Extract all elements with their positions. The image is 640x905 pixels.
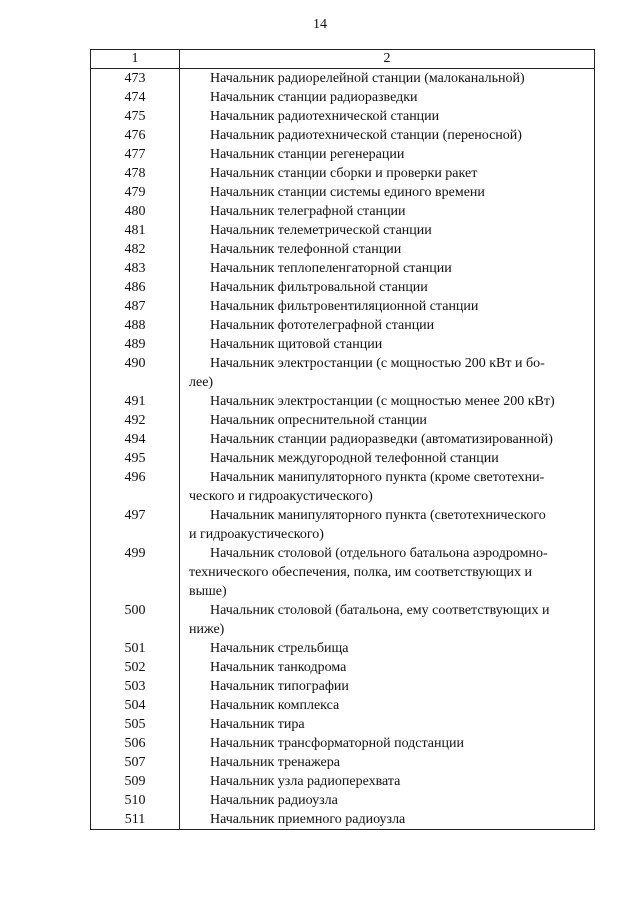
position-title-line: Начальник электростанции (с мощностью 200 кВт и бо- bbox=[210, 356, 545, 371]
position-title-line: Начальник трансформаторной подстанции bbox=[210, 736, 464, 751]
table-row bbox=[91, 183, 595, 202]
row-number: 486 bbox=[91, 278, 180, 297]
position-title-line: Начальник электростанции (с мощностью менее 200 кВт) bbox=[210, 394, 555, 409]
row-number: 500 bbox=[91, 601, 180, 639]
position-title-line: Начальник узла радиоперехвата bbox=[210, 774, 401, 789]
position-title bbox=[180, 411, 595, 430]
position-title bbox=[180, 715, 595, 734]
position-title bbox=[180, 696, 595, 715]
table-row bbox=[91, 411, 595, 430]
page-number: 14 bbox=[313, 17, 327, 32]
table-row bbox=[91, 126, 595, 145]
table-header-row bbox=[91, 50, 595, 69]
table-row bbox=[91, 107, 595, 126]
position-title bbox=[180, 221, 595, 240]
row-number: 479 bbox=[91, 183, 180, 202]
position-title bbox=[180, 240, 595, 259]
position-title bbox=[180, 183, 595, 202]
position-title-line: Начальник станции регенерации bbox=[210, 147, 405, 162]
row-number: 511 bbox=[91, 810, 180, 830]
table-row bbox=[91, 658, 595, 677]
table-row bbox=[91, 639, 595, 658]
table-row bbox=[91, 240, 595, 259]
position-title-line: и гидроакустического) bbox=[189, 527, 324, 542]
table-row bbox=[91, 202, 595, 221]
row-number: 503 bbox=[91, 677, 180, 696]
position-title bbox=[180, 202, 595, 221]
position-title-line: Начальник междугородной телефонной станции bbox=[210, 451, 499, 466]
table-row bbox=[91, 145, 595, 164]
table-row bbox=[91, 259, 595, 278]
row-number: 496 bbox=[91, 468, 180, 506]
header-col-2: 2 bbox=[180, 50, 595, 69]
position-title bbox=[180, 753, 595, 772]
row-number: 502 bbox=[91, 658, 180, 677]
position-title bbox=[180, 772, 595, 791]
position-title bbox=[180, 69, 595, 89]
row-number: 488 bbox=[91, 316, 180, 335]
row-number: 509 bbox=[91, 772, 180, 791]
position-title bbox=[180, 297, 595, 316]
table-row bbox=[91, 88, 595, 107]
table-row bbox=[91, 544, 595, 601]
position-title-line: Начальник станции радиоразведки bbox=[210, 90, 418, 105]
table-row bbox=[91, 278, 595, 297]
position-title-line: Начальник приемного радиоузла bbox=[210, 812, 406, 827]
table-row bbox=[91, 506, 595, 544]
table-body bbox=[91, 69, 595, 830]
row-number: 501 bbox=[91, 639, 180, 658]
positions-table bbox=[90, 49, 595, 830]
position-title-line: Начальник радиорелейной станции (малоканальной) bbox=[210, 71, 525, 86]
row-number: 499 bbox=[91, 544, 180, 601]
row-number: 510 bbox=[91, 791, 180, 810]
table-row bbox=[91, 335, 595, 354]
row-number: 492 bbox=[91, 411, 180, 430]
position-title-line: лее) bbox=[189, 375, 214, 390]
row-number: 478 bbox=[91, 164, 180, 183]
row-number: 477 bbox=[91, 145, 180, 164]
row-number: 483 bbox=[91, 259, 180, 278]
position-title bbox=[180, 259, 595, 278]
position-title-line: Начальник танкодрома bbox=[210, 660, 347, 675]
position-title-line: Начальник столовой (отдельного батальона аэродромно- bbox=[210, 546, 548, 561]
row-number: 475 bbox=[91, 107, 180, 126]
position-title-line: Начальник щитовой станции bbox=[210, 337, 383, 352]
position-title bbox=[180, 468, 595, 506]
row-number: 490 bbox=[91, 354, 180, 392]
position-title-line: Начальник станции радиоразведки (автоматизированной) bbox=[210, 432, 553, 447]
table-row bbox=[91, 601, 595, 639]
table-row bbox=[91, 297, 595, 316]
position-title bbox=[180, 639, 595, 658]
table-row bbox=[91, 734, 595, 753]
position-title bbox=[180, 145, 595, 164]
row-number: 504 bbox=[91, 696, 180, 715]
position-title-line: Начальник манипуляторного пункта (светотехнического bbox=[210, 508, 546, 523]
position-title-line: Начальник станции системы единого времени bbox=[210, 185, 485, 200]
header-col-1: 1 bbox=[91, 50, 180, 69]
position-title bbox=[180, 506, 595, 544]
table-row bbox=[91, 696, 595, 715]
position-title-line: Начальник комплекса bbox=[210, 698, 340, 713]
row-number: 506 bbox=[91, 734, 180, 753]
table-row bbox=[91, 677, 595, 696]
table-row bbox=[91, 449, 595, 468]
row-number: 481 bbox=[91, 221, 180, 240]
position-title-line: Начальник тренажера bbox=[210, 755, 340, 770]
position-title-line: Начальник радиотехнической станции bbox=[210, 109, 440, 124]
position-title bbox=[180, 544, 595, 601]
position-title bbox=[180, 126, 595, 145]
row-number: 480 bbox=[91, 202, 180, 221]
position-title bbox=[180, 734, 595, 753]
position-title bbox=[180, 107, 595, 126]
position-title bbox=[180, 677, 595, 696]
row-number: 487 bbox=[91, 297, 180, 316]
position-title bbox=[180, 601, 595, 639]
position-title-line: Начальник фильтровальной станции bbox=[210, 280, 428, 295]
position-title bbox=[180, 335, 595, 354]
table-row bbox=[91, 164, 595, 183]
position-title-line: Начальник станции сборки и проверки ракет bbox=[210, 166, 478, 181]
position-title bbox=[180, 278, 595, 297]
position-title bbox=[180, 164, 595, 183]
table-row bbox=[91, 772, 595, 791]
table-row bbox=[91, 69, 595, 89]
position-title-line: технического обеспечения, полка, им соответствующих и bbox=[189, 565, 532, 580]
row-number: 476 bbox=[91, 126, 180, 145]
position-title-line: Начальник радиотехнической станции (переносной) bbox=[210, 128, 522, 143]
position-title-line: ческого и гидроакустического) bbox=[189, 489, 373, 504]
position-title-line: Начальник фототелеграфной станции bbox=[210, 318, 435, 333]
position-title-line: Начальник радиоузла bbox=[210, 793, 338, 808]
position-title bbox=[180, 810, 595, 830]
table-row bbox=[91, 221, 595, 240]
position-title bbox=[180, 430, 595, 449]
table-row bbox=[91, 354, 595, 392]
position-title bbox=[180, 658, 595, 677]
position-title-line: Начальник телеметрической станции bbox=[210, 223, 432, 238]
position-title bbox=[180, 791, 595, 810]
position-title-line: Начальник телефонной станции bbox=[210, 242, 402, 257]
row-number: 474 bbox=[91, 88, 180, 107]
position-title bbox=[180, 316, 595, 335]
position-title-line: Начальник телеграфной станции bbox=[210, 204, 406, 219]
position-title bbox=[180, 88, 595, 107]
row-number: 494 bbox=[91, 430, 180, 449]
table-row bbox=[91, 791, 595, 810]
position-title bbox=[180, 354, 595, 392]
row-number: 473 bbox=[91, 69, 180, 89]
position-title-line: выше) bbox=[189, 584, 227, 599]
row-number: 505 bbox=[91, 715, 180, 734]
row-number: 495 bbox=[91, 449, 180, 468]
row-number: 482 bbox=[91, 240, 180, 259]
position-title-line: Начальник манипуляторного пункта (кроме светотехни- bbox=[210, 470, 545, 485]
position-title-line: Начальник стрельбища bbox=[210, 641, 349, 656]
position-title bbox=[180, 392, 595, 411]
table-row bbox=[91, 316, 595, 335]
table-row bbox=[91, 715, 595, 734]
table-row bbox=[91, 392, 595, 411]
position-title-line: Начальник теплопеленгаторной станции bbox=[210, 261, 452, 276]
row-number: 489 bbox=[91, 335, 180, 354]
position-title-line: Начальник фильтровентиляционной станции bbox=[210, 299, 479, 314]
table-row bbox=[91, 810, 595, 830]
table-row bbox=[91, 430, 595, 449]
position-title-line: Начальник опреснительной станции bbox=[210, 413, 427, 428]
position-title-line: ниже) bbox=[189, 622, 225, 637]
position-title-line: Начальник столовой (батальона, ему соответствующих и bbox=[210, 603, 550, 618]
position-title bbox=[180, 449, 595, 468]
row-number: 491 bbox=[91, 392, 180, 411]
table-row bbox=[91, 468, 595, 506]
row-number: 507 bbox=[91, 753, 180, 772]
position-title-line: Начальник тира bbox=[210, 717, 305, 732]
position-title-line: Начальник типографии bbox=[210, 679, 349, 694]
table-row bbox=[91, 753, 595, 772]
row-number: 497 bbox=[91, 506, 180, 544]
